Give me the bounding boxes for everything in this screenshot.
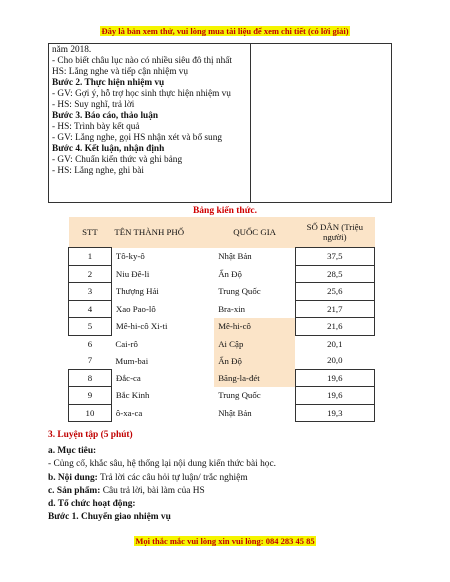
table-row	[69, 318, 375, 336]
cell-city: Mê-hi-cô Xi-ti	[115, 321, 168, 332]
text-line: - HS: Suy nghĩ, trả lời	[52, 100, 135, 110]
table-row	[69, 265, 375, 283]
header-city: TÊN THÀNH PHỐ	[111, 217, 214, 248]
cell-population: 19,3	[295, 404, 374, 422]
cell-city: Mum-bai	[115, 355, 149, 366]
text-line: - Cho biết châu lục nào có nhiều siêu đô thị nhất	[52, 56, 232, 66]
text-line: HS: Lắng nghe và tiếp cận nhiệm vụ	[52, 67, 189, 77]
text-line: - GV: Lắng nghe, gọi HS nhận xét và bổ sung	[52, 133, 222, 143]
table-row	[69, 335, 375, 352]
cell-city: Niu Đê-li	[115, 268, 150, 279]
activity-left-cell	[49, 44, 251, 202]
product-line	[48, 485, 408, 498]
cell-country: Trung Quốc	[218, 390, 261, 401]
org-label: d. Tổ chức hoạt động:	[48, 499, 136, 510]
goal-label: a. Mục tiêu:	[48, 446, 97, 457]
cell-stt: 5	[69, 318, 112, 336]
cell-city: Đắc-ca	[115, 372, 141, 383]
text-line: - HS: Lắng nghe, ghi bài	[52, 166, 144, 176]
table-row	[69, 283, 375, 301]
contact-banner: Mọi thắc mắc vui lòng xin vui lòng: 084 283 45 85	[135, 536, 315, 546]
cell-city: Xao Pao-lô	[115, 303, 156, 314]
table-row	[69, 352, 375, 369]
preview-banner: Đây là bản xem thử, vui lòng mua tài liệu để xem chi tiết (có lời giải)	[101, 26, 349, 36]
cell-stt: 7	[87, 355, 93, 366]
cell-population: 21,7	[295, 300, 374, 318]
table-row	[69, 369, 375, 387]
text-line: - HS: Trình bày kết quả	[52, 122, 140, 132]
cell-stt: 6	[87, 338, 93, 349]
cell-stt: 10	[69, 404, 112, 422]
section-title: 3. Luyện tập (5 phút)	[48, 430, 133, 440]
step-heading: Bước 1. Chuyển giao nhiệm vụ	[48, 512, 171, 523]
table-row	[69, 300, 375, 318]
cell-stt: 4	[69, 300, 112, 318]
cell-country: Mê-hi-cô	[214, 318, 295, 336]
text-line: - GV: Gợi ý, hỗ trợ học sinh thực hiện nhiệm vụ	[52, 89, 231, 99]
cell-city: Cai-rô	[115, 338, 138, 349]
cell-country: Bra-xin	[218, 303, 246, 314]
table-row	[69, 248, 375, 266]
cell-stt: 3	[69, 283, 112, 301]
cell-city: ô-xa-ca	[115, 407, 143, 418]
activity-right-cell	[251, 44, 391, 202]
cell-stt: 9	[69, 387, 112, 405]
cell-stt: 1	[69, 248, 112, 266]
cell-stt: 8	[69, 369, 112, 387]
cell-population: 19,6	[295, 369, 374, 387]
cell-population: 37,5	[295, 248, 374, 266]
text-line: năm 2018.	[52, 45, 92, 55]
cell-stt: 2	[69, 265, 112, 283]
product-text: Câu trả lời, bài làm của HS	[100, 485, 205, 496]
step-heading: Bước 4. Kết luận, nhận định	[52, 144, 165, 154]
table-row	[69, 404, 375, 422]
text-line: - GV: Chuẩn kiến thức và ghi bảng	[52, 155, 183, 165]
table-header-row	[69, 217, 375, 248]
table-title: Bảng kiến thức.	[192, 206, 258, 216]
header-country: QUỐC GIA	[214, 217, 295, 248]
content-text: Trả lời các câu hỏi tự luận/ trắc nghiệm	[97, 472, 248, 483]
city-table	[68, 217, 375, 422]
cell-country: Ấn Độ	[218, 268, 242, 279]
table-row	[69, 387, 375, 405]
cell-population: 25,6	[295, 283, 374, 301]
header-stt: STT	[69, 217, 112, 248]
cell-country: Ấn Độ	[214, 352, 295, 369]
product-label: c. Sản phẩm:	[48, 485, 101, 496]
cell-country: Nhật Bản	[218, 407, 252, 418]
step-heading: Bước 2. Thực hiện nhiệm vụ	[52, 78, 165, 88]
activity-table	[48, 43, 392, 203]
cell-population: 21,6	[295, 318, 374, 336]
cell-population: 20,0	[327, 355, 343, 366]
cell-country: Ai Cập	[214, 335, 295, 352]
cell-country: Nhật Bản	[218, 251, 252, 262]
cell-city: Bắc Kinh	[115, 390, 150, 401]
cell-population: 20,1	[327, 338, 343, 349]
content-label: b. Nội dung:	[48, 472, 98, 483]
cell-city: Tô-ky-ô	[115, 251, 145, 262]
cell-city: Thượng Hải	[115, 286, 159, 297]
cell-population: 28,5	[295, 265, 374, 283]
cell-country: Băng-la-đét	[214, 369, 295, 387]
practice-section	[48, 429, 408, 524]
header-population: SỐ DÂN (Triệu người)	[295, 217, 374, 248]
goal-text: - Củng cố, khắc sâu, hệ thống lại nội dung kiến thức bài học.	[48, 459, 276, 470]
cell-country: Trung Quốc	[218, 286, 261, 297]
cell-population: 19,6	[295, 387, 374, 405]
step-heading: Bước 3. Báo cáo, thảo luận	[52, 111, 159, 121]
content-line	[48, 472, 408, 485]
